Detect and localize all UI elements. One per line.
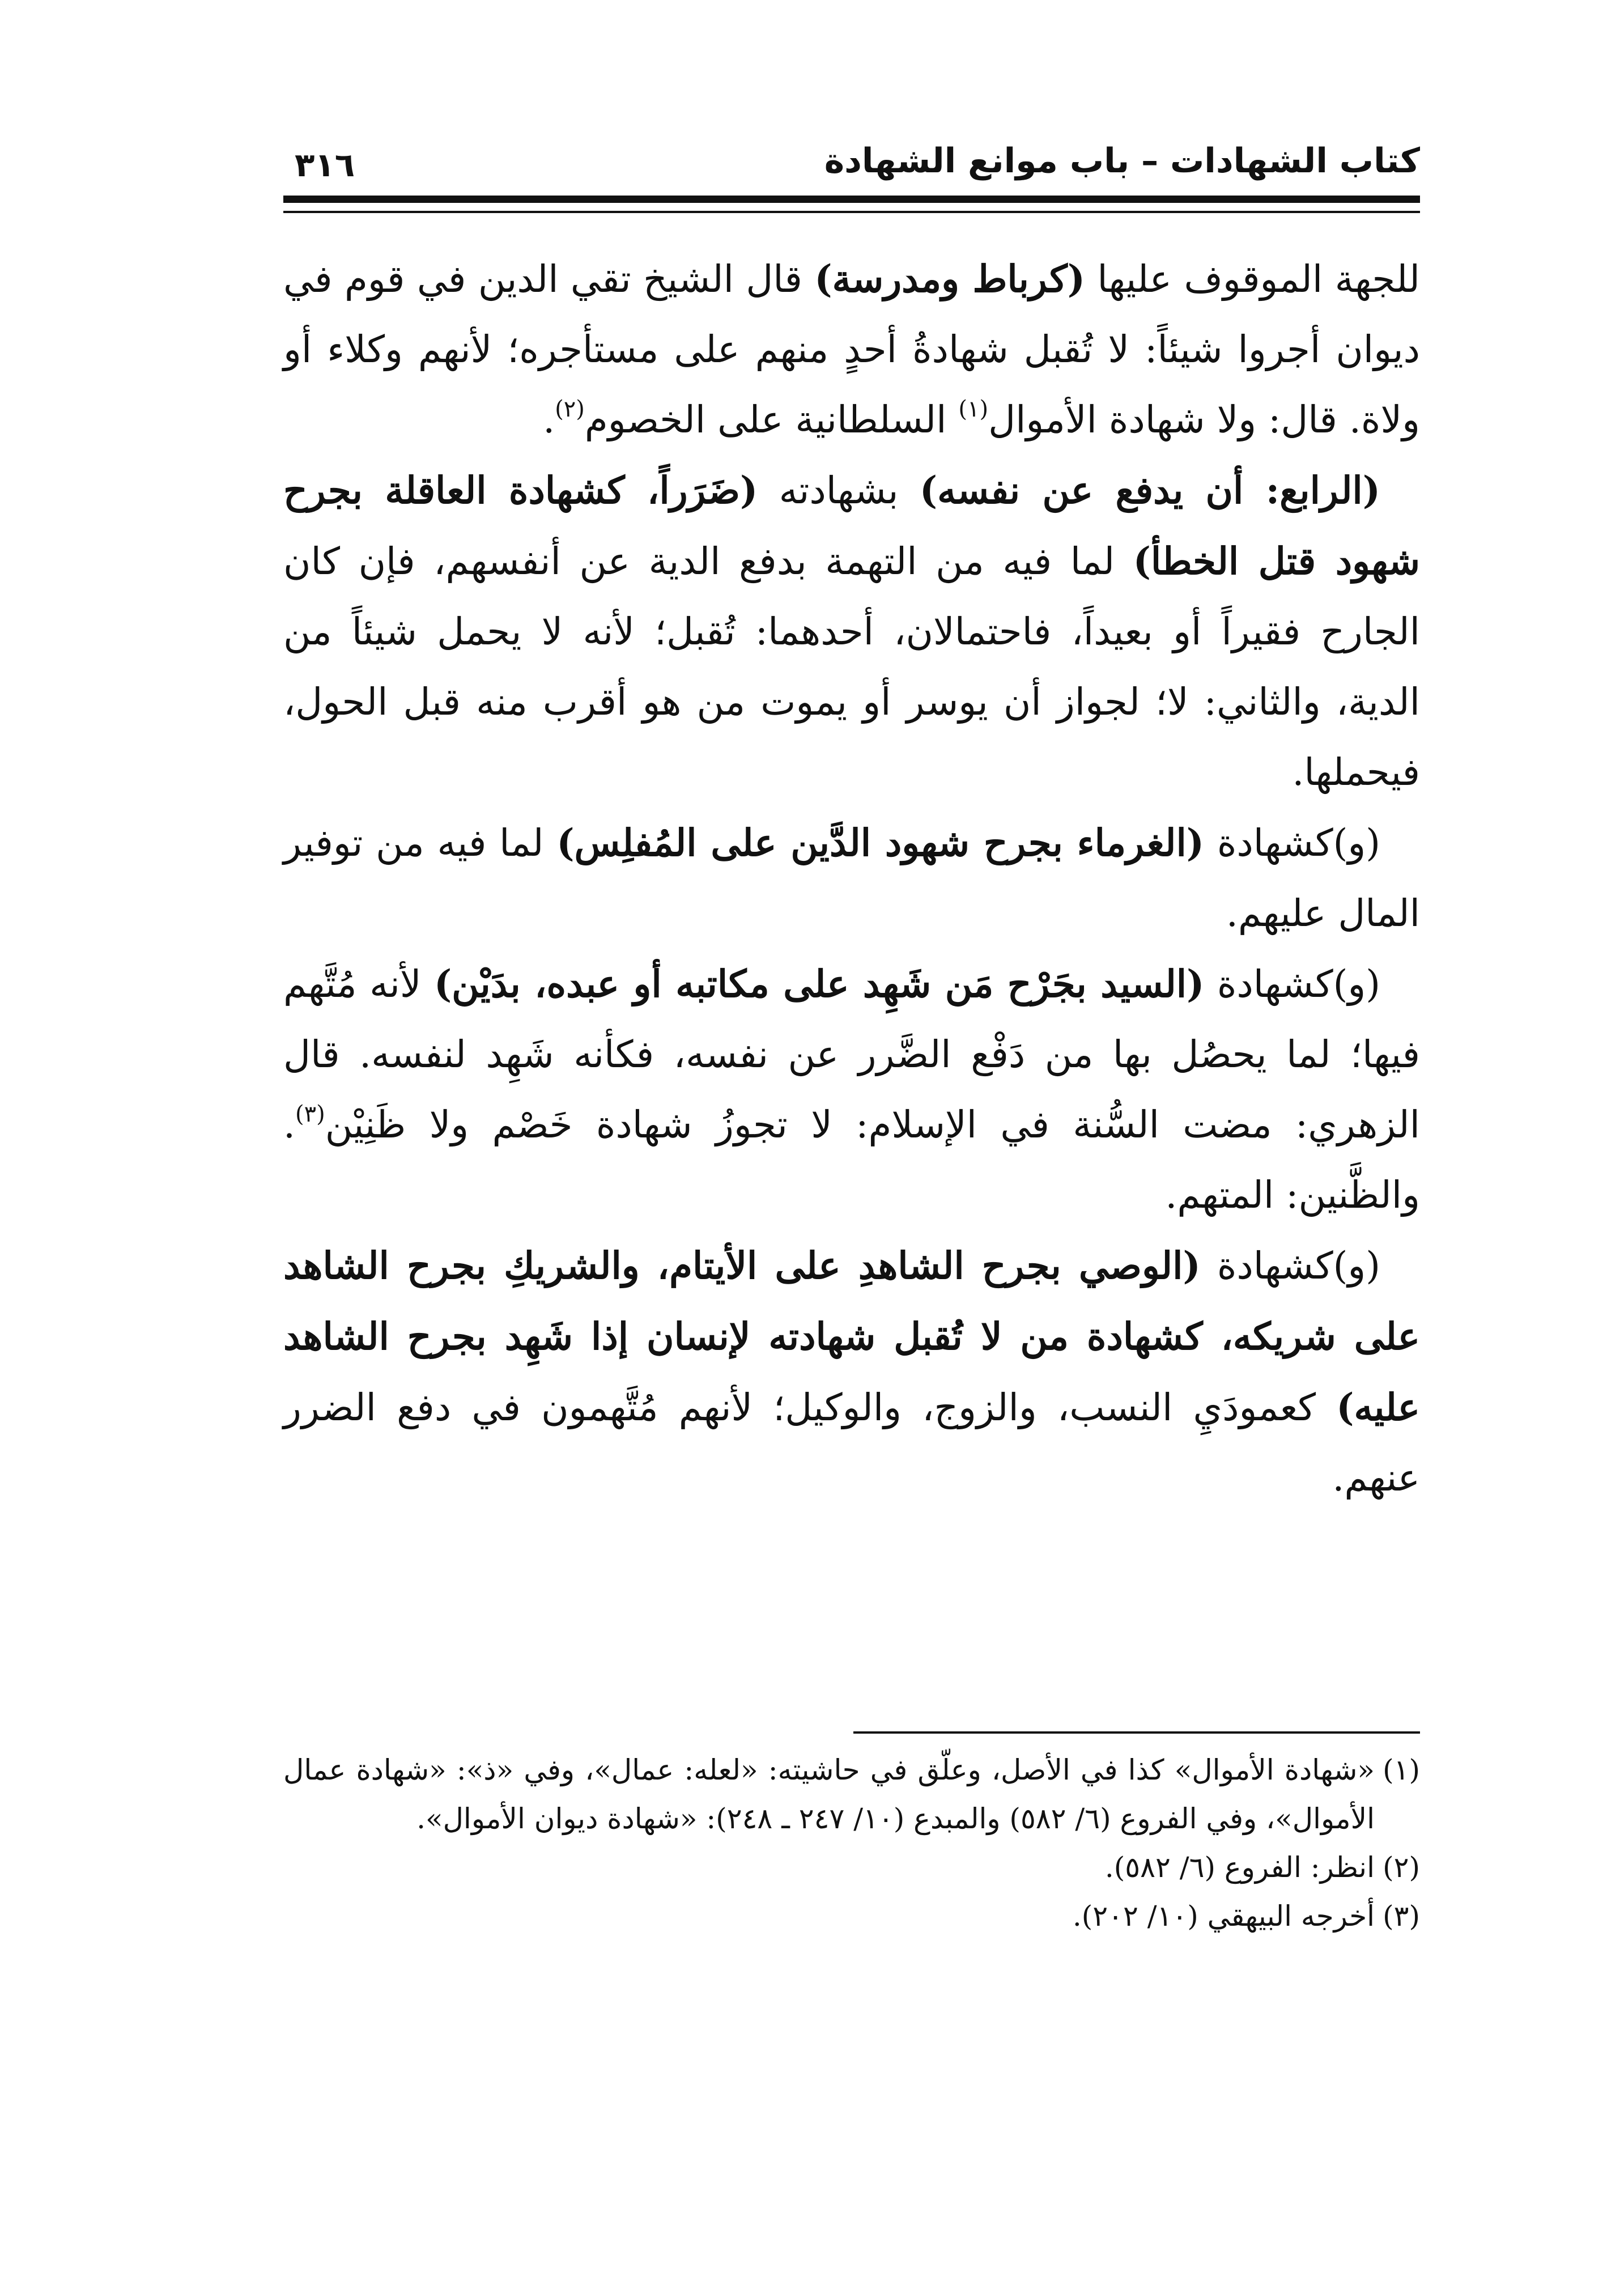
footnote-separator: [853, 1731, 1420, 1734]
text-run: بشهادته: [758, 469, 920, 512]
footnote-number: (٣): [1383, 1900, 1420, 1933]
text-run: قال الشيخ تقي الدين في قوم في ديوان أجروا شيئاً: لا تُقبل شهادةُ أحدٍ منهم على مستأجره؛ لأنهم وكلاء أو ولاة. قال: ولا شهادة الأموال: [283, 257, 1420, 441]
text-run: لأنه مُتَّهم فيها؛ لما يحصُل بها من دَفْع الضَّرر عن نفسه، فكأنه شَهِد لنفسه. قال الزهري: مضت السُّنة في الإسلام: لا تجوزُ شهادة خَصْم ولا ظَنِيْن: [283, 962, 1420, 1146]
page-number: ٣١٦: [295, 146, 355, 184]
text-run: (و)كشهادة: [1204, 821, 1381, 865]
text-run: للجهة الموقوف عليها: [1085, 257, 1420, 301]
text-run: (و)كشهادة: [1200, 1244, 1380, 1288]
footnote-3: [283, 1892, 1420, 1940]
matn-run: (الرابع: أن يدفع عن نفسه): [919, 468, 1380, 512]
text-run: . والظَّنين: المتهم.: [283, 1103, 1420, 1217]
footnote-ref-3[interactable]: (٣): [295, 1101, 325, 1127]
footnote-1: [283, 1746, 1420, 1843]
footnote-ref-1[interactable]: (١): [958, 396, 989, 422]
text-run: كعمودَيِ النسب، والزوج، والوكيل؛ لأنهم مُتَّهمون في دفع الضرر عنهم.: [283, 1386, 1420, 1500]
matn-run: (ضَرَراً، كشهادة العاقلة بجرح شهود قتل الخطأ): [283, 468, 1420, 583]
footnote-number: (٢): [1383, 1851, 1420, 1884]
matn-run: (الوصي بجرح الشاهدِ على الأيتام، والشريكِ بجرح الشاهد على شريكه، كشهادة من لا تُقبل شهادته لإنسان إذا شَهِد بجرح الشاهد عليه): [283, 1243, 1420, 1429]
matn-run: (الغرماء بجرح شهود الدَّين على المُفلِس): [556, 821, 1205, 865]
text-run: السلطانية على الخصوم: [584, 398, 959, 441]
paragraph-2: [283, 455, 1420, 808]
footnote-text: انظر: الفروع (٦/ ٥٨٢).: [1104, 1851, 1375, 1884]
footnote-2: [283, 1843, 1420, 1892]
paragraph-5: [283, 1230, 1420, 1513]
header-rule-thin: [283, 211, 1420, 213]
text-run: لما فيه من التهمة بدفع الدية عن أنفسهم، فإن كان الجارح فقيراً أو بعيداً، فاحتمالان، أحدهما: تُقبل؛ لأنه لا يحمل شيئاً من الدية، والثاني: لا؛ لجواز أن يوسر أو يموت من هو أقرب منه قبل الحول، فيحملها.: [283, 540, 1421, 794]
matn-run: (السيد بجَرْح مَن شَهِد على مكاتبه أو عبده، بدَيْن): [433, 962, 1205, 1006]
footnote-text: «شهادة الأموال» كذا في الأصل، وعلّق في حاشيته: «لعله: عمال»، وفي «ذ»: «شهادة عمال الأموال»، وفي الفروع (٦/ ٥٨٢) والمبدع (١٠/ ٢٤٧ ـ ٢٤٨): «شهادة ديوان الأموال».: [283, 1753, 1375, 1835]
paragraph-3: [283, 808, 1420, 949]
footnote-number: (١): [1383, 1753, 1420, 1786]
footnote-ref-2[interactable]: (٢): [555, 396, 585, 422]
paragraph-4: [283, 949, 1420, 1230]
header-rule-thick: [283, 196, 1420, 203]
chapter-title: كتاب الشهادات – باب موانع الشهادة: [824, 141, 1420, 181]
main-text: [283, 244, 1420, 1513]
footnotes: [283, 1746, 1420, 1940]
matn-run: (كرباط ومدرسة): [814, 257, 1085, 301]
text-run: لما فيه من توفير المال عليهم.: [283, 821, 1420, 935]
footnote-text: أخرجه البيهقي (١٠/ ٢٠٢).: [1072, 1900, 1375, 1933]
text-run: .: [543, 398, 555, 441]
running-header: [283, 122, 1420, 184]
paragraph-1: [283, 244, 1420, 455]
text-run: (و)كشهادة: [1204, 962, 1381, 1006]
